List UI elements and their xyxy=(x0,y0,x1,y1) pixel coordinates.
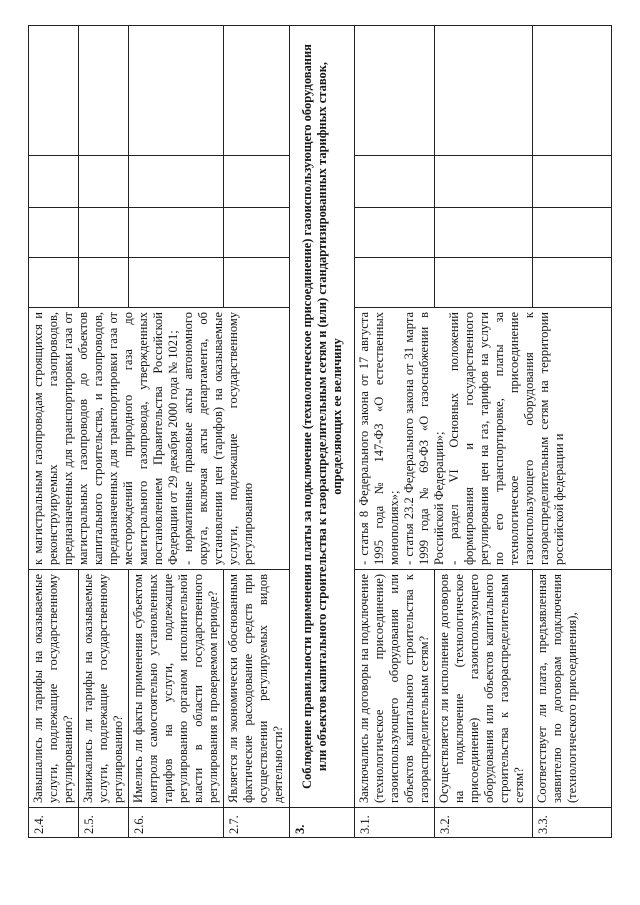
check-cell xyxy=(355,258,435,308)
check-cell xyxy=(29,208,79,258)
question-cell: Соответствует ли плата, предъявленная заявителю по договорам подключения (технологического присоединения), xyxy=(533,570,612,808)
check-cell xyxy=(129,258,224,308)
question-cell: Занижались ли тарифы на оказываемые услуги, подлежащие государственному регулированию? xyxy=(79,570,129,808)
check-cell xyxy=(355,208,435,258)
row-number: 2.5. xyxy=(79,808,129,838)
row-number: 2.4. xyxy=(29,808,79,838)
question-cell: Заключались ли договоры на подключение (технологическое присоединение) газоиспользующего оборудования или объектов капитального строительства к газораспределительным сетям? xyxy=(355,570,435,808)
check-cell xyxy=(355,156,435,208)
note-cell xyxy=(224,26,290,156)
check-cell xyxy=(129,156,224,208)
check-cell xyxy=(435,156,533,208)
section-number: 3. xyxy=(290,808,355,838)
check-cell xyxy=(29,156,79,208)
check-cell xyxy=(224,208,290,258)
question-cell: Завышались ли тарифы на оказываемые услуги, подлежащие государственному регулированию? xyxy=(29,570,79,808)
row-number: 3.1. xyxy=(355,808,435,838)
basis-text: - нормативные правовые акты автономного округа, включая акты департамента, об установлении цен (тарифов) на оказываемые услуги, подлежащие государственному регулированию xyxy=(181,312,255,565)
table-row xyxy=(29,26,79,838)
basis-text: - статья 8 Федерального закона от 17 августа 1995 года № 147-ФЗ «О естественных монополиях»; xyxy=(357,312,401,565)
checklist-table xyxy=(28,25,612,838)
legal-basis-cell xyxy=(29,308,290,570)
check-cell xyxy=(29,258,79,308)
note-cell xyxy=(29,26,79,156)
basis-text: - статья 23.2 Федерального закона от 31 марта 1999 года № 69-ФЗ «О газоснабжении в Российской Федерации»; xyxy=(402,312,446,565)
basis-text: - раздел VI Основных положений формирования и государственного регулирования цен на газ, тарифов на услуги по его транспортировке, платы за технологическое присоединение газоиспользующего оборудования к газораспределительным сетям на территории российской федерации и xyxy=(447,312,566,565)
check-cell xyxy=(79,156,129,208)
row-number: 2.7. xyxy=(224,808,290,838)
check-cell xyxy=(435,208,533,258)
rotated-table-wrapper xyxy=(28,26,588,838)
legal-basis-cell xyxy=(355,308,612,570)
row-number: 2.6. xyxy=(129,808,224,838)
check-cell xyxy=(533,156,612,208)
row-number: 3.3. xyxy=(533,808,612,838)
basis-text: к магистральным газопроводам строящихся и реконструируемых газопроводов, предназначенных для транспортировки газа от магистральных газопроводов до объектов капитального строительства, и газопроводов, предназначенных для транспортировки газа от месторождений природного газа до магистрального газопровода, утвержденных постановлением Правительства Российской Федерации от 29 декабря 2000 года № 1021; xyxy=(31,312,180,565)
table-row xyxy=(355,26,435,838)
check-cell xyxy=(79,208,129,258)
note-cell xyxy=(435,26,533,156)
check-cell xyxy=(79,258,129,308)
note-cell xyxy=(533,26,612,156)
note-cell xyxy=(129,26,224,156)
check-cell xyxy=(224,258,290,308)
section-row xyxy=(290,26,355,838)
section-title: Соблюдение правильности применения платы за подключение (технологическое присоединение) газоиспользующего оборудования или объектов капитального строительства к газораспределительным сетям и (или) стандартизированных тарифных ставок, определяющих ее величину xyxy=(290,26,355,808)
note-cell xyxy=(79,26,129,156)
check-cell xyxy=(533,208,612,258)
question-cell: Осуществляется ли исполнение договоров на подключение (технологическое присоединение) газоиспользующего оборудования или объектов капитального строительства к газораспределительным сетям? xyxy=(435,570,533,808)
row-number: 3.2. xyxy=(435,808,533,838)
question-cell: Является ли экономически обоснованным фактические расходование средств при осуществлении регулируемых видов деятельности? xyxy=(224,570,290,808)
check-cell xyxy=(435,258,533,308)
question-cell: Имелись ли факты применения субъектом контроля самостоятельно установленных тарифов на услуги, подлежащие регулированию органом исполнительной власти в области государственного регулирования в проверяемом периоде? xyxy=(129,570,224,808)
note-cell xyxy=(355,26,435,156)
check-cell xyxy=(129,208,224,258)
check-cell xyxy=(224,156,290,208)
check-cell xyxy=(533,258,612,308)
